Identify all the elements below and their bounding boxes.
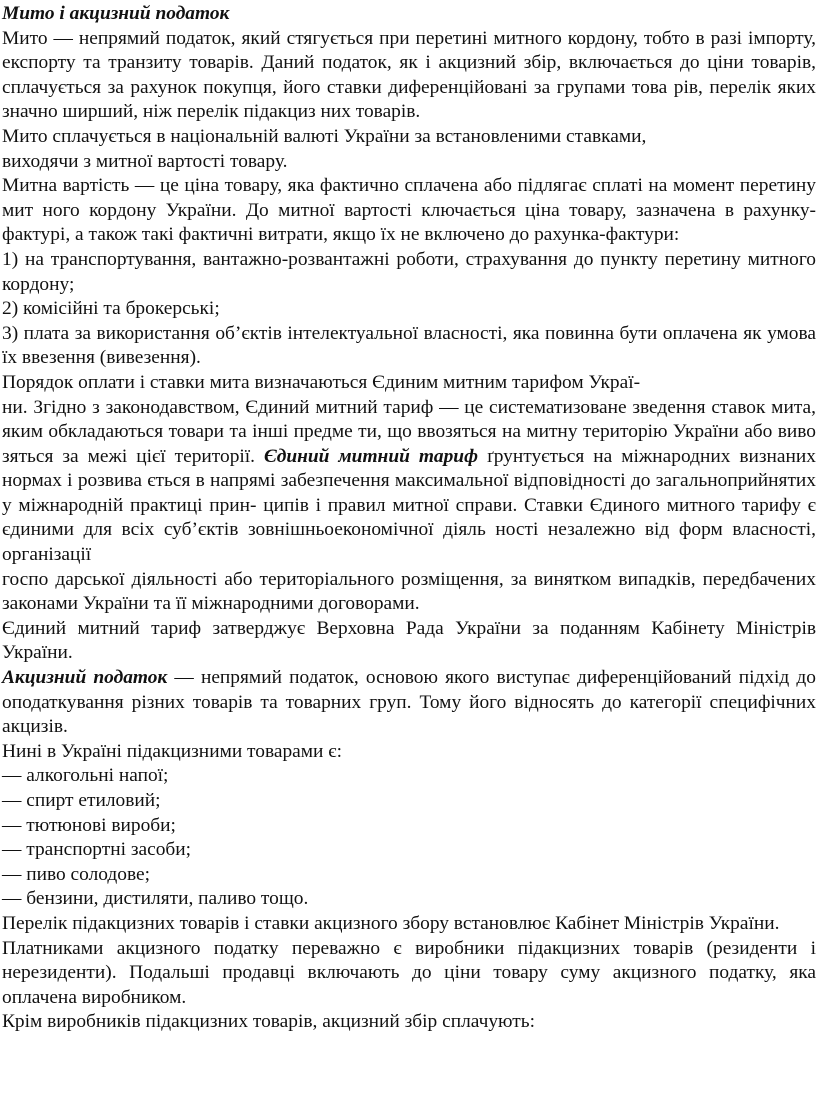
paragraph-excise-payers: Платниками акцизного податку переважно є виробники підакцизних товарів (резиденти і нерезиденти). Подальші продавці включають до ціни товару суму акцизного податку, яка оплачена виробником.	[2, 937, 816, 1008]
excise-goods-item: — пиво солодове;	[2, 863, 151, 885]
paragraph-tariff-continuation: госпо дарської діяльності або територіального розміщення, за винятком випадків, передбачених законами України та її міжнародними договорами.	[2, 568, 816, 615]
list-item-commission: 2) комісійні та брокерські;	[2, 298, 220, 320]
paragraph-duty-currency-line2: виходячи з митної вартості товару.	[2, 150, 288, 172]
paragraph-tariff-body	[2, 396, 816, 568]
paragraph-tariff-approval: Єдиний митний тариф затверджує Верховна Рада України за поданням Кабінету Міністрів України.	[2, 617, 816, 664]
heading-text: Мито і акцизний податок	[2, 3, 230, 24]
excise-goods-item: — алкогольні напої;	[2, 765, 169, 787]
paragraph-customs-value: Митна вартість — це ціна товару, яка фактично сплачена або підлягає сплаті на момент перетину мит ного кордону України. До митної вартості ключається ціна товару, зазначена в рахунку-фактурі, а також такі фактичні витрати, якщо їх не включено до рахунка-фактури:	[2, 175, 816, 246]
paragraph-duty-definition: Мито — непрямий податок, який стягується при перетині митного кордону, тобто в разі імпорту, експорту та транзиту товарів. Даний податок, як і акцизний збір, включається до ціни товарів, сплачується за рахунок покупця, його ставки диференційовані за групами това рів, перелік яких значно ширший, ніж перелік підакциз них товарів.	[2, 27, 816, 123]
excise-goods-item: — спирт етиловий;	[2, 790, 161, 811]
paragraph-duty-currency-line1: Мито сплачується в національній валюті України за встановленими ставками,	[2, 125, 647, 147]
excise-goods-item: — тютюнові вироби;	[2, 814, 176, 836]
excise-goods-item: — бензини, дистиляти, паливо тощо.	[2, 888, 309, 910]
paragraph-excise-definition	[2, 666, 816, 740]
excise-goods-item: — транспортні засоби;	[2, 839, 192, 861]
list-item-transport: 1) на транспортування, вантажно-розвантажні роботи, страхування до пункту перетину митного кордону;	[2, 248, 816, 295]
list-item-ip-payment: 3) плата за використання об’єктів інтелектуальної власності, яка повинна бути оплачена як умова їх ввезення (вивезення).	[2, 322, 816, 369]
paragraph-excise-other-payers: Крім виробників підакцизних товарів, акцизний збір сплачують:	[2, 1011, 535, 1033]
paragraph-excise-list-authority: Перелік підакцизних товарів і ставки акцизного збору встановлює Кабінет Міністрів України.	[2, 912, 780, 934]
excise-definition-text: — непрямий податок, основою якого виступає диференційований підхід до оподаткування різних товарів та товарних груп. Тому його відносять до категорії специфічних акцизів.	[2, 667, 816, 738]
tariff-text-part1: ни. Згідно з законодавством, Єдиний митний тариф — це систематизоване зведення ставок мита, яким обкладаються товари та інші предме ти, що ввозяться на митну територію України або виво зяться за межі цієї території.	[2, 396, 816, 467]
paragraph-tariff-line1: Порядок оплати і ставки мита визначаються Єдиним митним тарифом Украї-	[2, 371, 641, 393]
section-heading	[2, 2, 816, 27]
tariff-term: Єдиний митний тариф	[263, 445, 478, 467]
tariff-text-part2: ґрунтується на міжнародних визнаних нормах і розвива ється в напрямі забезпечення максимальної відповідності до загальноприйнятих у міжнародній практиці прин- ципів і правил митної справи. Ставки Єдиного митного тарифу є єдиними для всіх суб’єктів зовнішньоекономічної діяль ності незалежно від форм власності, організації	[2, 445, 816, 566]
paragraph-excise-goods-intro: Нині в Україні підакцизними товарами є:	[2, 740, 342, 762]
excise-term: Акцизний податок	[2, 667, 168, 689]
